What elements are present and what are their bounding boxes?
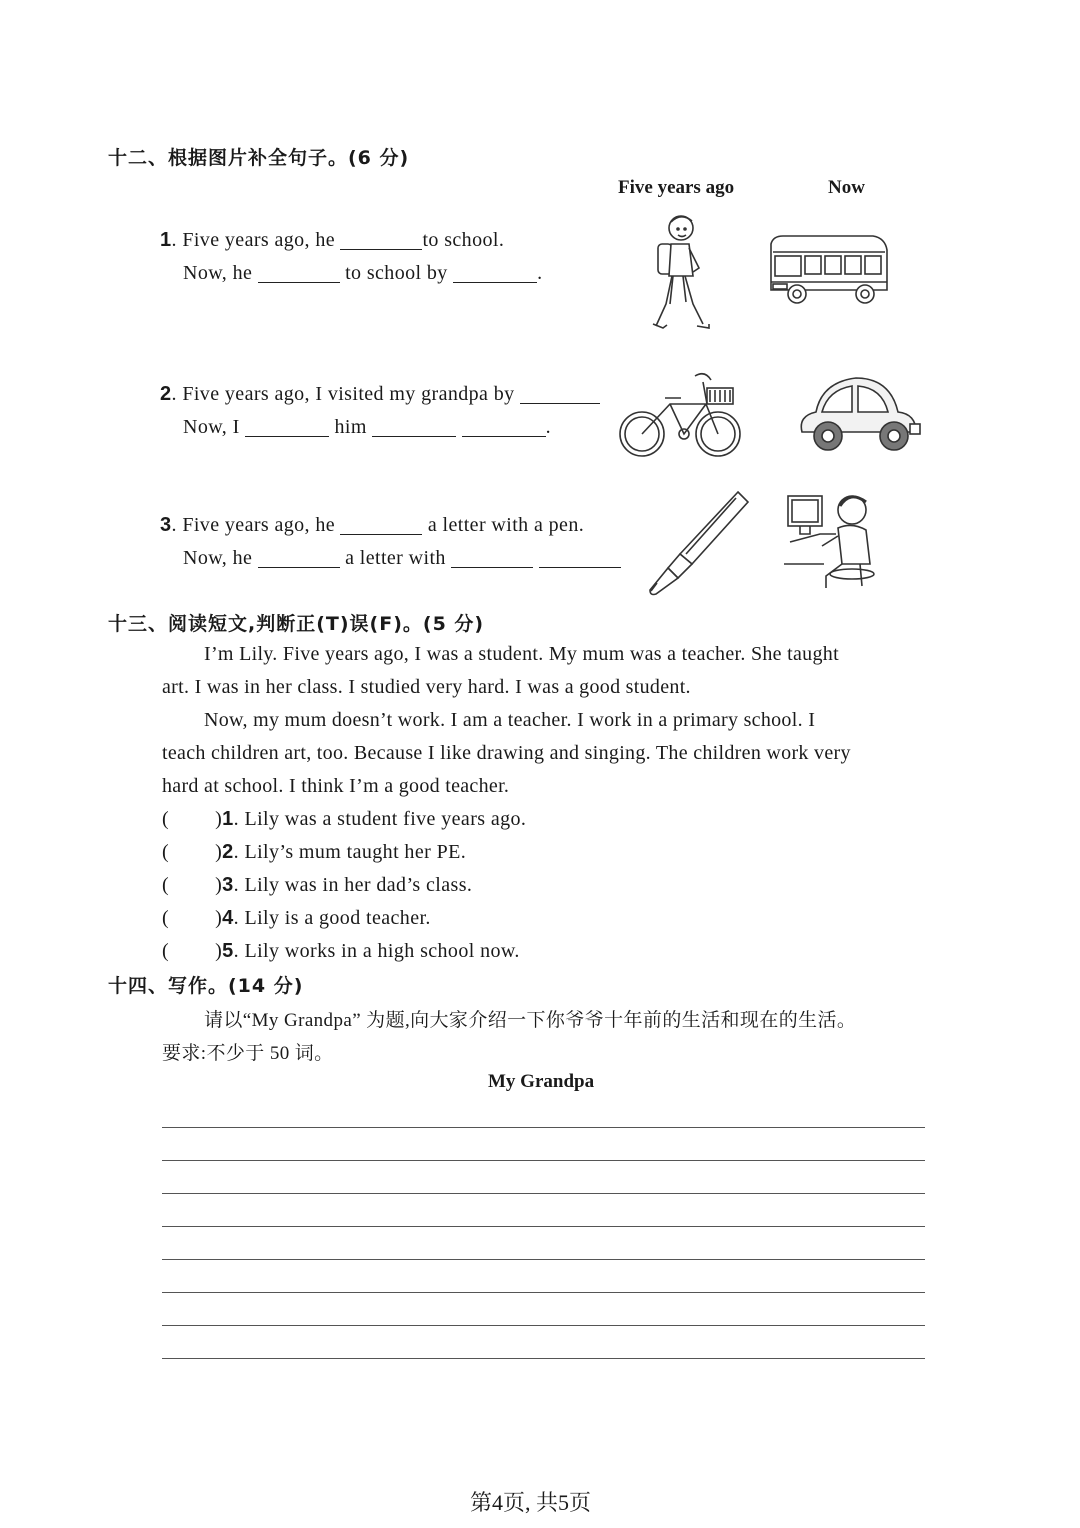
question-text: Now, he [183, 547, 253, 569]
bus-icon [765, 232, 890, 310]
question-3-line-1 [160, 514, 584, 537]
answer-blank[interactable] [340, 514, 422, 535]
question-2-line-2 [183, 416, 551, 439]
answer-bracket-close: ) [215, 808, 223, 830]
section-14-heading: 十四、写作。(14 分) [108, 975, 304, 997]
question-text: . [537, 262, 543, 284]
writing-line[interactable] [162, 1193, 925, 1194]
question-text: . Lily was a student five years ago. [233, 808, 527, 830]
boy-at-computer-icon [780, 488, 880, 593]
tf-question-1 [162, 808, 526, 831]
writing-line[interactable] [162, 1358, 925, 1359]
question-text: to school by [345, 262, 448, 284]
answer-blank[interactable] [453, 262, 537, 283]
question-text: . Five years ago, he [171, 514, 336, 536]
answer-blank[interactable] [245, 416, 329, 437]
writing-title: My Grandpa [488, 1071, 595, 1092]
answer-blank[interactable] [451, 547, 533, 568]
tf-question-4 [162, 907, 431, 930]
answer-bracket-open: ( [162, 940, 170, 962]
question-text: . Five years ago, I visited my grandpa by [171, 383, 515, 405]
tf-question-3 [162, 874, 472, 897]
answer-bracket-open: ( [162, 841, 170, 863]
column-header-past: Five years ago [618, 177, 735, 198]
car-icon [792, 370, 922, 465]
tf-question-5 [162, 940, 520, 963]
question-text: Now, I [183, 416, 240, 438]
passage-line: Now, my mum doesn’t work. I am a teacher. I work in a primary school. I [204, 709, 816, 731]
section-13-heading: 十三、阅读短文,判断正(T)误(F)。(5 分) [108, 613, 485, 635]
answer-bracket-close: ) [215, 874, 223, 896]
writing-line[interactable] [162, 1292, 925, 1293]
question-number: 3 [222, 874, 234, 896]
question-text: . Lily was in her dad’s class. [233, 874, 473, 896]
answer-blank[interactable] [340, 229, 422, 250]
answer-blank[interactable] [372, 416, 456, 437]
question-text: . Lily is a good teacher. [233, 907, 431, 929]
question-3-line-2 [183, 547, 621, 570]
writing-line[interactable] [162, 1127, 925, 1128]
answer-bracket-open: ( [162, 874, 170, 896]
answer-bracket-close: ) [215, 940, 223, 962]
writing-line[interactable] [162, 1325, 925, 1326]
question-text: . Five years ago, he [171, 229, 336, 251]
question-text: Now, he [183, 262, 253, 284]
answer-blank[interactable] [520, 383, 600, 404]
answer-blank[interactable] [539, 547, 621, 568]
answer-bracket-close: ) [215, 907, 223, 929]
question-number: 1 [222, 808, 234, 830]
question-text: . Lily works in a high school now. [233, 940, 520, 962]
writing-line[interactable] [162, 1226, 925, 1227]
passage-line: art. I was in her class. I studied very hard. I was a good student. [162, 676, 691, 698]
passage-line: I’m Lily. Five years ago, I was a student. My mum was a teacher. She taught [204, 643, 839, 665]
fountain-pen-icon [642, 488, 752, 598]
passage-line: teach children art, too. Because I like drawing and singing. The children work very [162, 742, 851, 764]
question-1-line-2 [183, 262, 542, 285]
writing-line[interactable] [162, 1160, 925, 1161]
question-number: 5 [222, 940, 234, 962]
answer-blank[interactable] [258, 262, 340, 283]
question-number: 4 [222, 907, 234, 929]
section-12-heading: 十二、根据图片补全句子。(6 分) [108, 147, 410, 169]
bicycle-icon [615, 368, 745, 463]
question-text: to school. [422, 229, 505, 251]
question-number: 2 [160, 383, 172, 405]
page-footer: 第4页, 共5页 [470, 1490, 592, 1515]
walking-boy-icon [645, 210, 720, 335]
answer-bracket-open: ( [162, 907, 170, 929]
tf-question-2 [162, 841, 466, 864]
passage-line: hard at school. I think I’m a good teacher. [162, 775, 510, 797]
question-text: . Lily’s mum taught her PE. [233, 841, 467, 863]
question-number: 2 [222, 841, 234, 863]
answer-blank[interactable] [258, 547, 340, 568]
question-text: a letter with [345, 547, 446, 569]
answer-blank[interactable] [462, 416, 546, 437]
question-text: a letter with a pen. [427, 514, 585, 536]
answer-bracket-close: ) [215, 841, 223, 863]
question-2-line-1 [160, 383, 600, 406]
writing-line[interactable] [162, 1259, 925, 1260]
writing-prompt: 请以“My Grandpa” 为题,向大家介绍一下你爷爷十年前的生活和现在的生活。 [204, 1010, 857, 1031]
question-number: 3 [160, 514, 172, 536]
column-header-now: Now [828, 177, 865, 198]
question-number: 1 [160, 229, 172, 251]
writing-requirement: 要求:不少于 50 词。 [162, 1043, 334, 1064]
question-text: . [545, 416, 552, 438]
question-1-line-1 [160, 229, 504, 252]
answer-bracket-open: ( [162, 808, 170, 830]
question-text: him [334, 416, 367, 438]
